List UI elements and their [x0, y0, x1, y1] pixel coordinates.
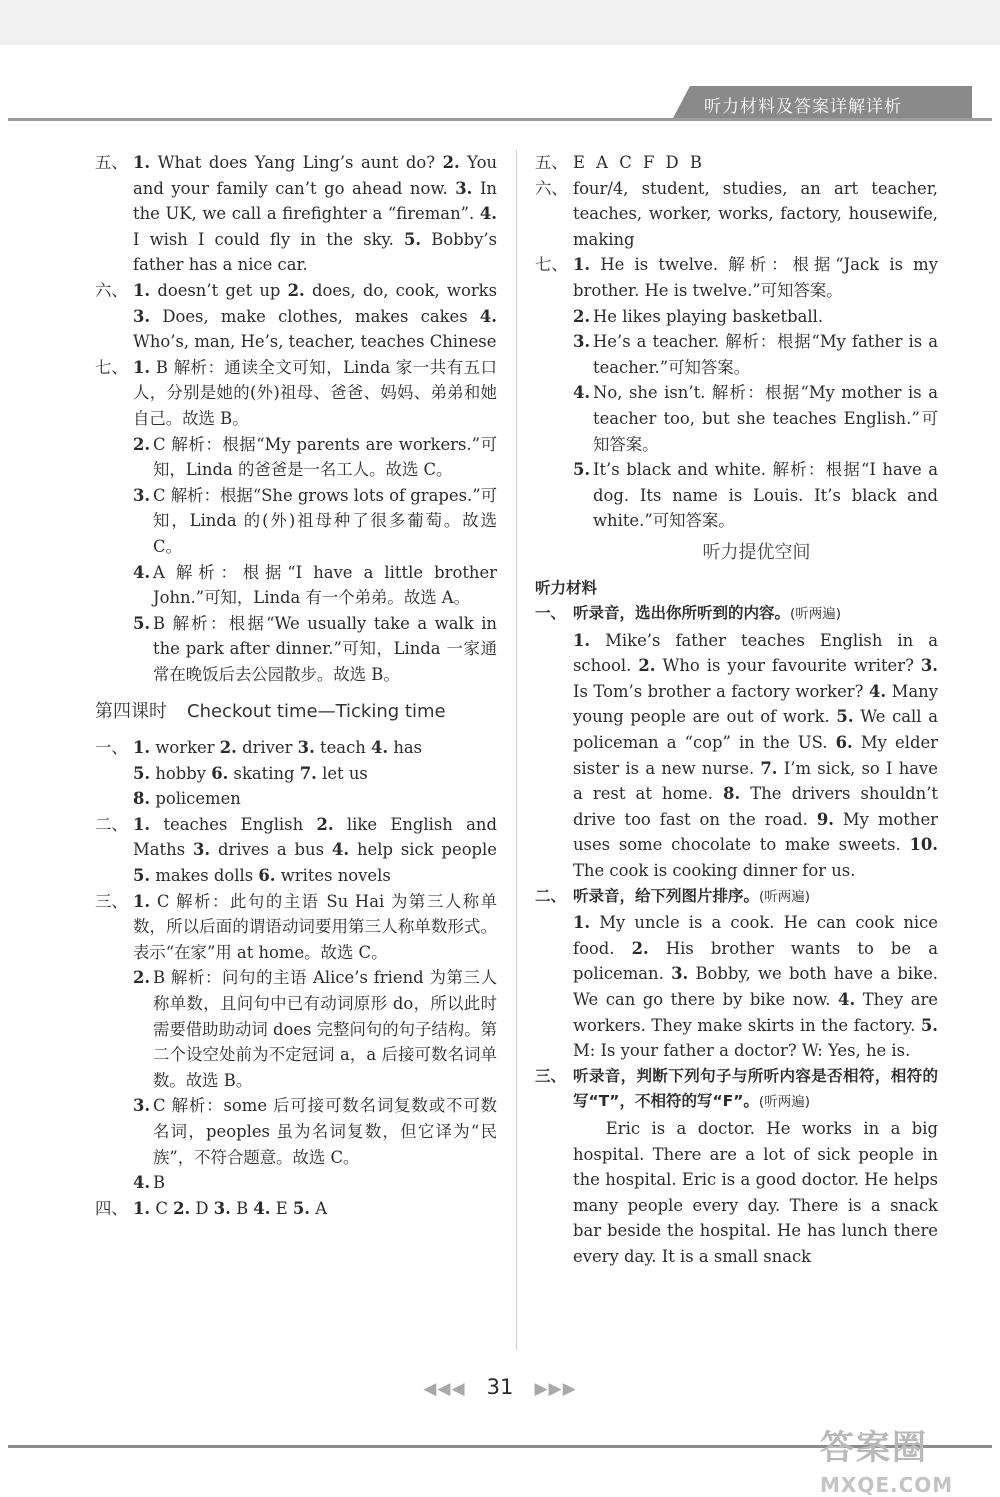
answer-number: 4.: [133, 562, 151, 582]
item-number: 3.: [455, 178, 473, 198]
item-number: 3.: [193, 840, 211, 860]
answer-text: He’s a teacher. 解析：根据“My father is a teacher.”可知答案。: [593, 332, 938, 377]
answer-text: He is twelve. 解析：根据“Jack is my brother. He is twelve.”可知答案。: [573, 255, 938, 300]
next-arrows-icon: ▶▶▶: [534, 1379, 577, 1399]
answer-item: [133, 432, 497, 483]
answer-item: [573, 457, 938, 534]
listening-question-1: [535, 601, 938, 884]
item-text: doesn’t get up: [150, 280, 288, 300]
item-text: The cook is cooking dinner for us.: [573, 861, 856, 881]
item-text: I wish I could fly in the sky.: [133, 229, 404, 249]
question-instruction: 听录音，给下列图片排序。: [573, 886, 760, 905]
section-title: 听力提优空间: [702, 541, 811, 563]
answer-item: [133, 611, 497, 688]
listening-question-3: [535, 1064, 938, 1270]
item-text: M: Is your father a doctor? W: Yes, he is.: [573, 1041, 911, 1061]
section-label: 一、: [95, 738, 128, 758]
materials-label: 听力材料: [535, 578, 598, 597]
section-label: 七、: [95, 357, 128, 377]
answer-section-3: [95, 889, 497, 1196]
question-label: 三、: [535, 1066, 567, 1085]
listening-passage: Eric is a doctor. He works in a big hospital. There are a lot of sick people in the hospital. Eric is a good doctor. He helps many people every day. There is a snack bar beside the hospital. He has lunch there every day. It is a small snack: [573, 1118, 938, 1266]
item-text: B: [230, 1198, 254, 1218]
item-number: 3.: [920, 656, 939, 676]
question-heading: [573, 884, 938, 911]
answer-number: 2.: [573, 306, 591, 326]
answer-item: [133, 483, 497, 560]
question-note: (听两遍): [758, 1094, 810, 1111]
answer-section-6: [95, 278, 497, 355]
item-text: worker: [150, 738, 220, 758]
section-text: [133, 1196, 497, 1222]
section-label: 四、: [95, 1198, 128, 1218]
item-text: D: [190, 1198, 214, 1218]
section-line: [133, 735, 497, 761]
item-number: 5.: [292, 1198, 311, 1218]
item-number: 1.: [133, 738, 151, 758]
item-number: 6.: [211, 763, 229, 783]
item-text: His brother wants to be a policeman.: [573, 938, 939, 984]
item-number: 1.: [573, 630, 591, 650]
item-number: 3.: [671, 964, 689, 984]
item-number: 3.: [297, 738, 315, 758]
item-text: like English and Maths: [133, 814, 497, 860]
question-instruction: 听录音，判断下列句子与所听内容是否相符，相符的写“T”，不相符的写“F”。: [573, 1066, 938, 1111]
item-number: 4.: [868, 681, 887, 701]
header-rule: [8, 118, 992, 121]
item-text: My mother uses some chocolate to make sweets.: [573, 809, 938, 855]
answer-item: [133, 965, 497, 1093]
item-number: 9.: [816, 809, 834, 829]
item-number: 5.: [133, 866, 151, 886]
item-number: 1.: [133, 1198, 151, 1218]
answer-text: A 解析：根据“I have a little brother John.”可知，Linda 有一个弟弟。故选 A。: [153, 562, 497, 608]
item-text: teach: [314, 738, 372, 758]
item-number: 1.: [133, 153, 151, 172]
item-text: They are workers. They make skirts in the factory.: [573, 990, 938, 1035]
column-divider: [516, 150, 517, 1350]
item-number: 5.: [836, 707, 854, 727]
item-text: Mike’s father teaches English in a school.: [573, 630, 938, 676]
item-text: has: [388, 738, 423, 758]
lesson-number: 第四课时: [95, 701, 167, 723]
right-column: [535, 150, 938, 1270]
item-text: Who is your favourite writer?: [655, 656, 921, 676]
item-number: 4.: [371, 738, 389, 758]
answer-number: 2.: [133, 968, 151, 988]
item-number: 10.: [909, 835, 938, 855]
answer-item: [573, 304, 938, 330]
item-number: 7.: [299, 763, 317, 783]
section-text: [133, 278, 497, 355]
item-number: 2.: [638, 656, 656, 676]
item-number: 2.: [631, 938, 649, 958]
answer-text: B: [153, 1173, 166, 1193]
item-text: Is Tom’s brother a factory worker?: [573, 681, 869, 701]
item-text: Who’s, man, He’s, teacher, teaches Chinese: [133, 332, 497, 352]
item-number: 5.: [133, 763, 151, 783]
item-number: 2.: [173, 1198, 191, 1218]
section-first-answer: [133, 355, 497, 432]
item-number: 2.: [442, 153, 460, 172]
item-text: policemen: [150, 789, 241, 809]
answer-section-7: [95, 355, 497, 688]
question-note: (听两遍): [759, 888, 811, 905]
item-text: What does Yang Ling’s aunt do?: [150, 153, 443, 172]
item-number: 2.: [316, 814, 334, 834]
section-text: [133, 812, 497, 889]
item-text: hobby: [150, 763, 212, 783]
item-number: 1.: [133, 280, 151, 300]
item-text: skating: [228, 763, 300, 783]
answer-section-4: [95, 1196, 497, 1222]
page-footer: [0, 1375, 1000, 1399]
item-text: let us: [316, 763, 368, 783]
item-text: My elder sister is a new nurse.: [573, 733, 938, 778]
watermark-url: MXQE.COM: [820, 1473, 954, 1497]
item-number: 2.: [219, 738, 237, 758]
section-line: [133, 761, 497, 787]
item-text: teaches English: [150, 814, 317, 834]
section-label: 六、: [95, 280, 128, 300]
section-text: four/4, student, studies, an art teacher, teaches, worker, works, factory, housewife, making: [573, 178, 938, 249]
section-line: [133, 786, 497, 812]
section-label: 六、: [535, 178, 568, 198]
item-text: Bobby, we both have a bike. We can go there by bike now.: [573, 964, 938, 1009]
listening-script: [573, 628, 938, 884]
section-text: E A C F D B: [573, 153, 702, 172]
item-number: 2.: [287, 280, 305, 300]
question-label: 一、: [535, 604, 567, 623]
section-label: 五、: [95, 153, 128, 172]
item-number: 7.: [760, 758, 778, 778]
left-column: [95, 150, 497, 1221]
answer-section-5: [95, 150, 497, 278]
item-number: 8.: [723, 784, 741, 804]
answer-section-1: [95, 735, 497, 812]
answer-number: 1.: [133, 357, 151, 377]
answer-number: 2.: [133, 434, 151, 454]
answer-number: 3.: [573, 332, 591, 352]
answer-item: [133, 1093, 497, 1170]
item-text: C: [150, 1198, 174, 1218]
item-text: You and your family can’t go ahead now.: [133, 153, 497, 198]
item-number: 3.: [133, 306, 151, 326]
answer-number: 1.: [133, 891, 151, 911]
item-number: 3.: [213, 1198, 231, 1218]
answer-list: [133, 432, 497, 688]
item-text: help sick people: [349, 840, 497, 860]
item-text: Bobby’s father has a nice car.: [133, 229, 497, 275]
question-note: (听两遍): [790, 606, 842, 623]
answer-text: B 解析：根据“We usually take a walk in the park after dinner.”可知，Linda 一家通常在晚饭后去公园散步。故选 B。: [153, 613, 497, 684]
item-number: 4.: [838, 990, 856, 1009]
item-text: makes dolls: [150, 866, 259, 886]
item-number: 4.: [331, 840, 350, 860]
answer-list: [573, 304, 938, 534]
item-number: 8.: [133, 789, 151, 809]
answer-text: No, she isn’t. 解析：根据“My mother is a teacher too, but she teaches English.”可知答案。: [593, 383, 938, 454]
listening-question-2: [535, 884, 938, 1064]
section-label: 五、: [535, 153, 568, 172]
section-label: 七、: [535, 255, 568, 275]
item-number: 5.: [403, 229, 422, 249]
item-text: does, do, cook, works: [304, 280, 498, 300]
question-label: 二、: [535, 886, 567, 905]
item-text: drives a bus: [210, 840, 332, 860]
item-text: A: [310, 1198, 328, 1218]
answer-text: C 解析：此句的主语 Su Hai 为第三人称单数，所以后面的谓语动词要用第三人称单数形式。表示“在家”用 at home。故选 C。: [133, 891, 497, 962]
item-number: 4.: [253, 1198, 271, 1218]
answer-number: 5.: [573, 460, 591, 480]
item-text: My uncle is a cook. He can cook nice food.: [573, 913, 938, 958]
item-number: 6.: [258, 866, 276, 886]
item-text: Many young people are out of work.: [573, 681, 938, 727]
section-label: 三、: [95, 891, 128, 911]
item-text: writes novels: [275, 866, 391, 886]
answer-text: B 解析：问句的主语 Alice’s friend 为第三人称单数，且问句中已有动词原形 do，所以此时需要借助助动词 does 完整问句的句子结构。第二个设空处前为不定冠词 a，a 后接可数名词单数。故选 B。: [153, 968, 497, 1090]
section-text: [133, 150, 497, 278]
answer-number: 3.: [133, 1096, 151, 1116]
watermark-text: 答案圈: [820, 1428, 928, 1468]
answer-text: C 解析：some 后可接可数名词复数或不可数名词，peoples 虽为名词复数，但它译为“民族”，不符合题意。故选 C。: [153, 1096, 497, 1167]
header-title: 听力材料及答案详解详析: [704, 97, 902, 117]
item-text: driver: [236, 738, 298, 758]
answer-number: 4.: [133, 1173, 151, 1193]
item-text: I’m sick, so I have a rest at home.: [573, 758, 939, 804]
answer-text: He likes playing basketball.: [593, 306, 824, 326]
answer-section-5-right: [535, 150, 938, 176]
item-number: 4.: [479, 306, 497, 326]
answer-item: [133, 1170, 497, 1196]
item-text: Does, make clothes, makes cakes: [150, 306, 480, 326]
item-number: 5.: [920, 1015, 938, 1035]
answer-section-7-right: [535, 252, 938, 534]
question-heading: [573, 1064, 938, 1116]
watermark-logo: [820, 1420, 953, 1497]
answer-text: It’s black and white. 解析：根据“I have a dog. Its name is Louis. It’s black and white.”可知答案。: [593, 460, 938, 531]
item-number: 1.: [573, 913, 591, 933]
item-text: We call a policeman a “cop” in the US.: [573, 707, 938, 753]
question-heading: [573, 601, 938, 628]
answer-number: 3.: [133, 485, 151, 505]
answer-text: B 解析：通读全文可知，Linda 家一共有五口人，分别是她的(外)祖母、爸爸、妈妈、弟弟和她自己。故选 B。: [133, 357, 497, 428]
question-instruction: 听录音，选出你所听到的内容。: [573, 604, 791, 623]
answer-section-2: [95, 812, 497, 889]
answer-text: C 解析：根据“My parents are workers.”可知，Linda 的爸爸是一名工人。故选 C。: [153, 434, 497, 480]
answer-number: 4.: [573, 383, 591, 403]
section-first-answer: [573, 252, 938, 303]
section-first-answer: [133, 889, 497, 966]
prev-arrows-icon: ◀◀◀: [423, 1379, 466, 1399]
item-number: 6.: [835, 733, 853, 753]
lesson-heading: [95, 699, 497, 725]
item-text: In the UK, we call a firefighter a “fireman”.: [133, 178, 497, 224]
answer-section-6-right: [535, 176, 938, 253]
answer-number: 5.: [133, 613, 151, 633]
listening-script: [573, 910, 938, 1064]
scan-top-band: [0, 0, 1000, 45]
item-number: 1.: [133, 814, 151, 834]
lesson-title: Checkout time—Ticking time: [187, 701, 446, 723]
answer-item: [573, 380, 938, 457]
answer-item: [573, 329, 938, 380]
answer-number: 1.: [573, 255, 591, 275]
item-text: E: [270, 1198, 293, 1218]
section-label: 二、: [95, 814, 128, 834]
answer-item: [133, 560, 497, 611]
answer-list: [133, 965, 497, 1195]
item-text: The drivers shouldn’t drive too fast on the road.: [573, 784, 938, 829]
item-number: 4.: [479, 204, 497, 224]
page-number: 31: [486, 1375, 514, 1399]
answer-text: C 解析：根据“She grows lots of grapes.”可知，Linda 的(外)祖母种了很多葡萄。故选 C。: [153, 485, 497, 556]
